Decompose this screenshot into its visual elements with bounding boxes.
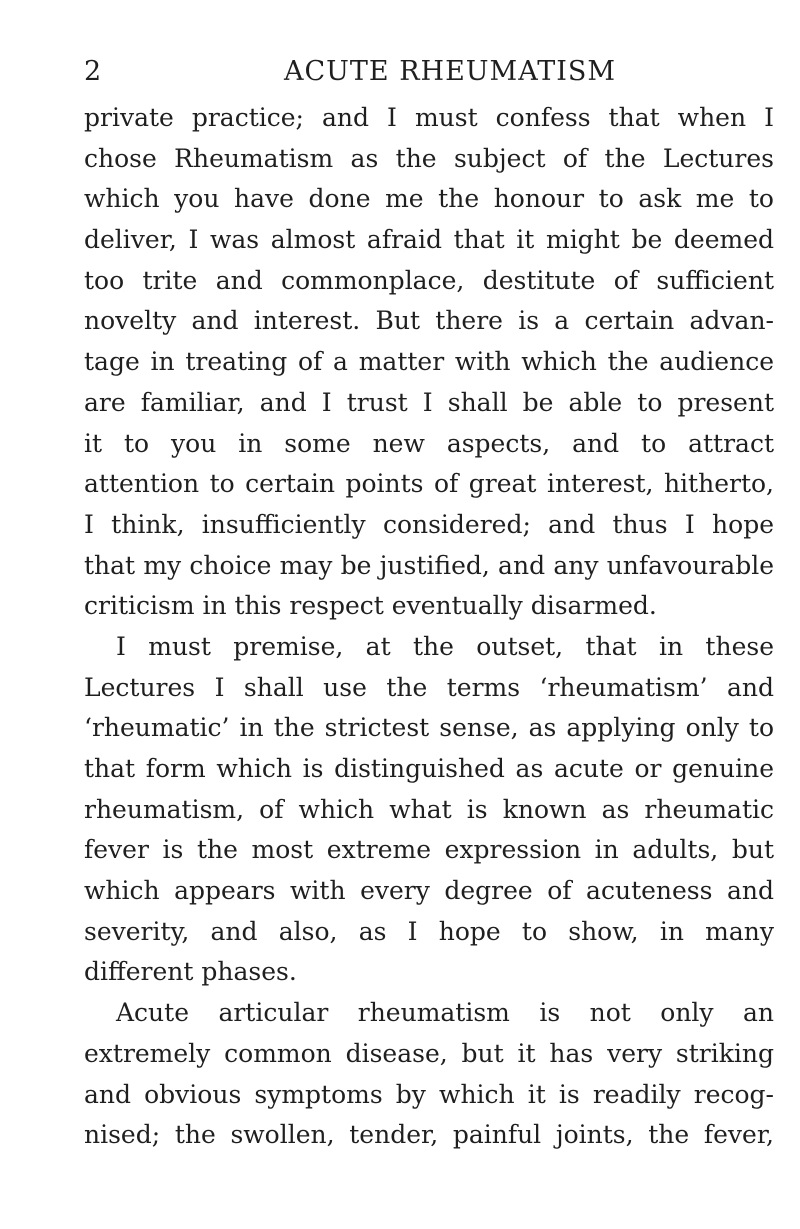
text-line: attention to certain points of great interest, hitherto, [84,469,774,499]
text-line: and obvious symptoms by which it is readily recog- [84,1079,774,1109]
text-line: that my choice may be justified, and any unfavourable [84,550,774,580]
text-line: which appears with every degree of acuteness and [84,876,774,906]
text-line: which you have done me the honour to ask me to [84,184,774,214]
text-line: deliver, I was almost afraid that it might be deemed [84,225,774,255]
text-line: I must premise, at the outset, that in these [116,631,774,661]
text-line: tage in treating of a matter with which the audience [84,347,774,377]
text-line: private practice; and I must confess that when I [84,103,774,132]
text-line: extremely common disease, but it has very striking [84,1038,774,1068]
text-line: different phases. [84,957,297,987]
text-line: Acute articular rheumatism is not only an [116,998,774,1028]
text-line: chose Rheumatism as the subject of the Lectures [84,143,774,173]
text-line: ‘rheumatic’ in the strictest sense, as applying only to [84,713,774,743]
page-number: 2 [84,56,102,87]
text-line: I think, insufficiently considered; and thus I hope [84,509,774,539]
text-line: too trite and commonplace, destitute of sufficient [84,265,774,295]
text-line: rheumatism, of which what is known as rheumatic [84,794,774,824]
running-head [84,52,764,92]
body-text [84,98,774,1156]
text-line: severity, and also, as I hope to show, in many [84,916,774,946]
text-line: novelty and interest. But there is a certain advan- [84,306,774,336]
text-line: Lectures I shall use the terms ‘rheumatism’ and [84,672,774,702]
text-line: are familiar, and I trust I shall be able to present [84,387,774,417]
running-title: ACUTE RHEUMATISM [284,56,617,87]
text-line: nised; the swollen, tender, painful joints, the fever, [84,1120,774,1150]
text-line: that form which is distinguished as acute or genuine [84,754,774,783]
text-line: fever is the most extreme expression in adults, but [84,835,774,865]
text-line: it to you in some new aspects, and to attract [84,428,774,458]
text-line: criticism in this respect eventually disarmed. [84,591,657,621]
